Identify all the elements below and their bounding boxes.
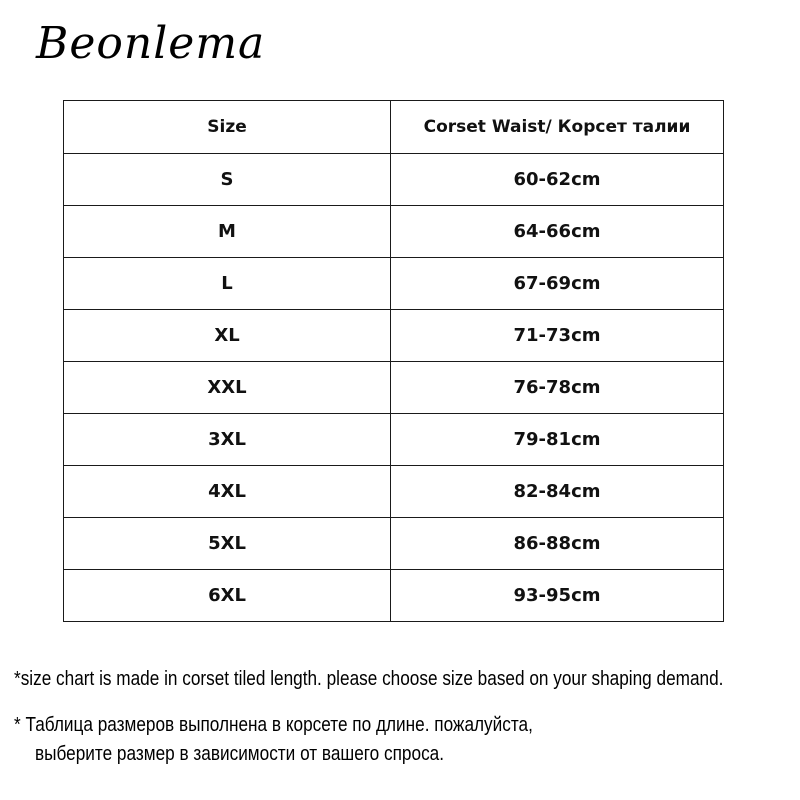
size-cell: XL xyxy=(64,310,391,362)
column-header-size: Size xyxy=(64,101,391,154)
size-cell: M xyxy=(64,206,391,258)
size-note-english: *size chart is made in corset tiled length. please choose size based on your shaping demand. xyxy=(14,668,724,690)
waist-cell: 67-69cm xyxy=(391,258,724,310)
table-row xyxy=(64,310,724,362)
waist-cell: 76-78cm xyxy=(391,362,724,414)
size-cell: 6XL xyxy=(64,570,391,622)
waist-cell: 79-81cm xyxy=(391,414,724,466)
brand-logo-text: Beonlema xyxy=(36,18,266,69)
table-row xyxy=(64,518,724,570)
waist-cell: 93-95cm xyxy=(391,570,724,622)
size-cell: L xyxy=(64,258,391,310)
table-row xyxy=(64,258,724,310)
table-row xyxy=(64,414,724,466)
waist-cell: 60-62cm xyxy=(391,154,724,206)
table-row xyxy=(64,206,724,258)
table-header-row xyxy=(64,101,724,154)
table-row xyxy=(64,466,724,518)
table-row xyxy=(64,570,724,622)
waist-cell: 82-84cm xyxy=(391,466,724,518)
table-row xyxy=(64,154,724,206)
size-cell: S xyxy=(64,154,391,206)
size-cell: 5XL xyxy=(64,518,391,570)
size-cell: XXL xyxy=(64,362,391,414)
size-chart-table xyxy=(63,100,724,622)
waist-cell: 86-88cm xyxy=(391,518,724,570)
waist-cell: 64-66cm xyxy=(391,206,724,258)
table-row xyxy=(64,362,724,414)
size-note-russian-line-2: выберите размер в зависимости от вашего спроса. xyxy=(35,743,445,765)
waist-cell: 71-73cm xyxy=(391,310,724,362)
column-header-corset-waist: Corset Waist/ Корсет талии xyxy=(391,101,724,154)
size-cell: 4XL xyxy=(64,466,391,518)
size-note-russian-line-1: * Таблица размеров выполнена в корсете по длине. пожалуйста, xyxy=(14,714,533,736)
size-cell: 3XL xyxy=(64,414,391,466)
